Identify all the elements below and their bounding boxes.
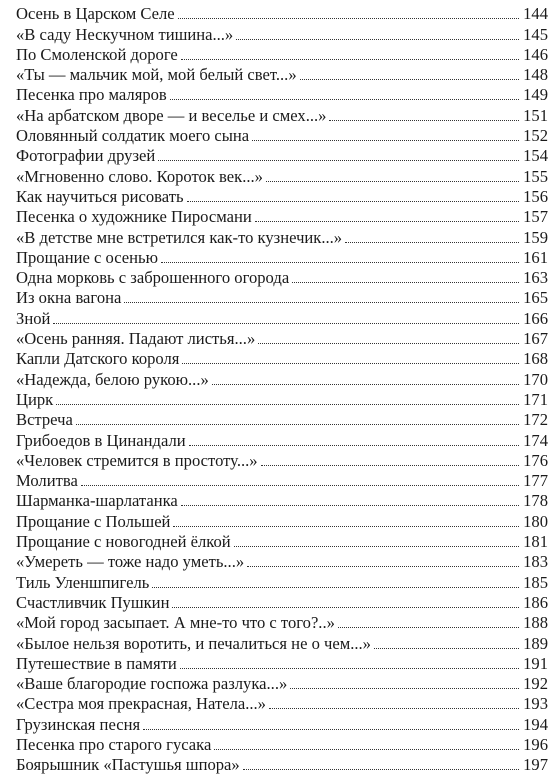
toc-dot-leader: [170, 99, 519, 100]
toc-entry: [16, 146, 548, 166]
toc-entry: [16, 674, 548, 694]
toc-dot-leader: [181, 59, 519, 60]
toc-dot-leader: [243, 769, 519, 770]
toc-entry: [16, 187, 548, 207]
toc-dot-leader: [161, 262, 519, 263]
toc-entry-page-number: 197: [523, 755, 548, 775]
toc-dot-leader: [172, 607, 519, 608]
toc-entry: [16, 451, 548, 471]
toc-entry: [16, 572, 548, 592]
toc-entry-title: «Надежда, белою рукою...»: [16, 369, 209, 389]
toc-entry: [16, 207, 548, 227]
toc-entry-title: «Осень ранняя. Падают листья...»: [16, 329, 256, 349]
toc-entry-title: Прощание с новогодней ёлкой: [16, 532, 231, 552]
toc-entry-page-number: 168: [523, 349, 548, 369]
toc-entry-page-number: 149: [523, 85, 548, 105]
toc-dot-leader: [56, 404, 519, 405]
toc-dot-leader: [374, 648, 519, 649]
toc-entry-title: «Ваше благородие госпожа разлука...»: [16, 674, 288, 694]
toc-entry-page-number: 159: [523, 227, 548, 247]
toc-entry-page-number: 165: [523, 288, 548, 308]
toc-dot-leader: [214, 749, 519, 750]
toc-entry-page-number: 155: [523, 166, 548, 186]
toc-entry-title: «Сестра моя прекрасная, Натела...»: [16, 694, 266, 714]
toc-entry-page-number: 161: [523, 247, 548, 267]
toc-entry-title: Встреча: [16, 410, 73, 430]
toc-dot-leader: [81, 485, 519, 486]
toc-entry-title: Тиль Уленшпигель: [16, 572, 150, 592]
toc-dot-leader: [189, 445, 519, 446]
toc-entry: [16, 471, 548, 491]
toc-dot-leader: [266, 181, 519, 182]
toc-entry-page-number: 151: [523, 105, 548, 125]
toc-entry-page-number: 189: [523, 633, 548, 653]
toc-entry: [16, 410, 548, 430]
toc-entry-page-number: 178: [523, 491, 548, 511]
toc-entry: [16, 268, 548, 288]
toc-dot-leader: [252, 140, 519, 141]
toc-entry-page-number: 163: [523, 268, 548, 288]
toc-dot-leader: [181, 505, 519, 506]
toc-entry-title: Боярышник «Пастушья шпора»: [16, 755, 240, 775]
toc-entry-title: Грузинская песня: [16, 714, 141, 734]
toc-entry-title: Песенка про старого гусака: [16, 734, 212, 754]
toc-entry-page-number: 170: [523, 369, 548, 389]
toc-dot-leader: [290, 688, 519, 689]
toc-entry-title: Грибоедов в Цинандали: [16, 430, 186, 450]
toc-entry: [16, 694, 548, 714]
toc-entry: [16, 430, 548, 450]
toc-dot-leader: [338, 627, 519, 628]
toc-entry-page-number: 171: [523, 389, 548, 409]
toc-entry: [16, 735, 548, 755]
toc-entry: [16, 714, 548, 734]
toc-entry: [16, 166, 548, 186]
toc-entry-title: «Человек стремится в простоту...»: [16, 450, 258, 470]
toc-entry: [16, 65, 548, 85]
toc-entry-page-number: 192: [523, 674, 548, 694]
toc-entry-page-number: 186: [523, 592, 548, 612]
toc-entry-title: Шарманка-шарлатанка: [16, 491, 178, 511]
toc-dot-leader: [180, 668, 519, 669]
toc-dot-leader: [124, 302, 519, 303]
toc-entry: [16, 613, 548, 633]
toc-entry-page-number: 188: [523, 613, 548, 633]
toc-entry-title: «В детстве мне встретился как-то кузнечик...»: [16, 227, 343, 247]
toc-dot-leader: [261, 465, 519, 466]
toc-entry-title: Зной: [16, 308, 51, 328]
toc-entry-title: Прощание с осенью: [16, 247, 158, 267]
toc-dot-leader: [329, 120, 519, 121]
toc-entry-title: Цирк: [16, 389, 54, 409]
toc-entry-title: Одна морковь с заброшенного огорода: [16, 268, 290, 288]
toc-entry: [16, 329, 548, 349]
toc-entry: [16, 24, 548, 44]
toc-entry: [16, 390, 548, 410]
table-of-contents: [16, 4, 548, 775]
toc-entry: [16, 755, 548, 775]
toc-entry-page-number: 176: [523, 450, 548, 470]
toc-entry-page-number: 196: [523, 734, 548, 754]
toc-dot-leader: [292, 282, 519, 283]
toc-entry: [16, 85, 548, 105]
toc-dot-leader: [158, 160, 519, 161]
toc-dot-leader: [212, 384, 519, 385]
toc-entry-title: «Былое нельзя воротить, и печалиться не о чем...»: [16, 633, 371, 653]
toc-dot-leader: [187, 201, 519, 202]
toc-entry-page-number: 185: [523, 572, 548, 592]
toc-entry-page-number: 156: [523, 186, 548, 206]
toc-dot-leader: [300, 79, 519, 80]
toc-entry-title: По Смоленской дороге: [16, 44, 178, 64]
toc-entry-title: Путешествие в памяти: [16, 653, 177, 673]
toc-entry: [16, 491, 548, 511]
toc-entry-title: «Ты — мальчик мой, мой белый свет...»: [16, 65, 297, 85]
toc-entry-title: Молитва: [16, 471, 78, 491]
toc-entry-page-number: 167: [523, 329, 548, 349]
toc-entry: [16, 45, 548, 65]
toc-entry-page-number: 152: [523, 126, 548, 146]
toc-entry-page-number: 194: [523, 714, 548, 734]
toc-entry: [16, 511, 548, 531]
toc-entry-title: Оловянный солдатик моего сына: [16, 126, 250, 146]
toc-entry-title: Как научиться рисовать: [16, 186, 184, 206]
toc-dot-leader: [143, 729, 519, 730]
toc-entry-title: Песенка о художнике Пиросмани: [16, 207, 252, 227]
toc-dot-leader: [152, 587, 519, 588]
toc-dot-leader: [255, 221, 519, 222]
toc-entry-page-number: 172: [523, 410, 548, 430]
toc-dot-leader: [173, 526, 519, 527]
toc-entry-title: Фотографии друзей: [16, 146, 156, 166]
toc-dot-leader: [345, 242, 519, 243]
toc-dot-leader: [53, 323, 519, 324]
toc-entry-title: Капли Датского короля: [16, 349, 180, 369]
toc-entry: [16, 227, 548, 247]
toc-entry: [16, 308, 548, 328]
toc-dot-leader: [269, 708, 519, 709]
toc-entry-page-number: 148: [523, 65, 548, 85]
toc-entry-page-number: 180: [523, 511, 548, 531]
toc-entry: [16, 105, 548, 125]
toc-entry-title: «В саду Нескучном тишина...»: [16, 24, 234, 44]
toc-dot-leader: [247, 566, 519, 567]
toc-entry-title: Из окна вагона: [16, 288, 122, 308]
toc-list: [16, 4, 548, 775]
toc-entry: [16, 126, 548, 146]
toc-entry: [16, 532, 548, 552]
toc-entry-title: «Умереть — тоже надо уметь...»: [16, 552, 245, 572]
toc-entry: [16, 248, 548, 268]
toc-entry-page-number: 145: [523, 24, 548, 44]
toc-entry: [16, 654, 548, 674]
toc-dot-leader: [258, 343, 519, 344]
toc-entry-page-number: 154: [523, 146, 548, 166]
toc-entry-page-number: 174: [523, 430, 548, 450]
toc-entry-title: «Мой город засыпает. А мне-то что с того?..»: [16, 613, 335, 633]
toc-entry-title: «Мгновенно слово. Короток век...»: [16, 166, 263, 186]
toc-entry: [16, 288, 548, 308]
toc-dot-leader: [182, 363, 519, 364]
toc-entry: [16, 552, 548, 572]
toc-entry-page-number: 193: [523, 694, 548, 714]
toc-entry: [16, 593, 548, 613]
toc-entry-page-number: 191: [523, 653, 548, 673]
toc-entry-title: Песенка про маляров: [16, 85, 167, 105]
toc-entry: [16, 369, 548, 389]
toc-entry-page-number: 146: [523, 44, 548, 64]
toc-entry-page-number: 183: [523, 552, 548, 572]
toc-entry: [16, 633, 548, 653]
toc-entry-title: «На арбатском дворе — и веселье и смех...»: [16, 105, 327, 125]
toc-dot-leader: [234, 546, 519, 547]
toc-entry: [16, 349, 548, 369]
toc-entry-title: Счастливчик Пушкин: [16, 592, 170, 612]
toc-entry: [16, 4, 548, 24]
toc-entry-page-number: 157: [523, 207, 548, 227]
toc-entry-page-number: 177: [523, 471, 548, 491]
toc-entry-page-number: 166: [523, 308, 548, 328]
toc-entry-page-number: 144: [523, 4, 548, 24]
toc-dot-leader: [236, 39, 519, 40]
toc-entry-title: Прощание с Польшей: [16, 511, 171, 531]
toc-dot-leader: [76, 424, 519, 425]
toc-dot-leader: [178, 18, 519, 19]
toc-entry-page-number: 181: [523, 532, 548, 552]
toc-entry-title: Осень в Царском Селе: [16, 4, 175, 24]
